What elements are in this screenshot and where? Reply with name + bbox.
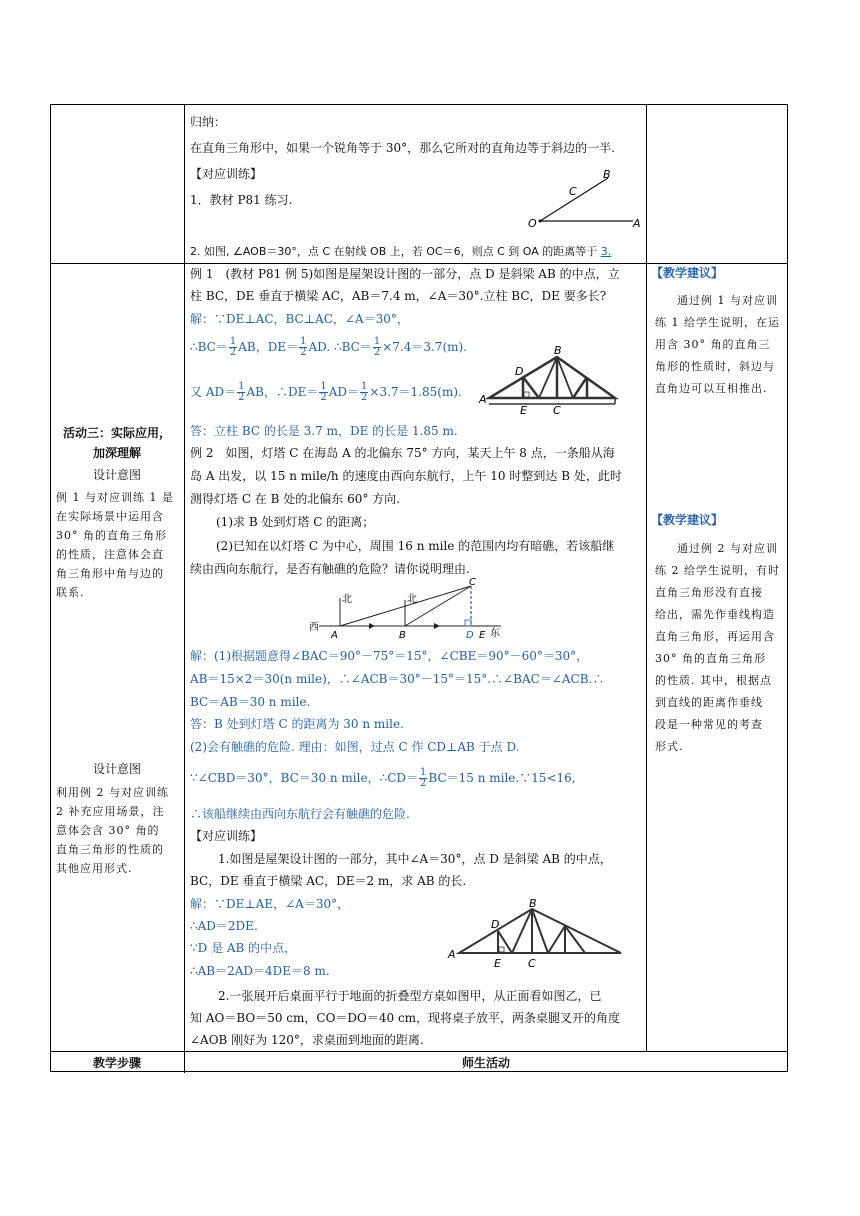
- fig2-label-C: C: [469, 578, 476, 588]
- fig1-label-B: B: [554, 344, 562, 357]
- ex2-sol5: ∵∠CBD＝30°，BC＝30 n mile，∴CD＝ $\frac{1}{2}$ BC＝15 n mile.∵15<16,: [190, 767, 576, 789]
- ex2-line1: 例 2 如图，灯塔 C 在海岛 A 的北偏东 75° 方向，某天上午 8 点，一条船从海: [190, 446, 615, 460]
- tip1-text: 通过例 1 与对应训 练 1 给学生说明，在运 用含 30° 角的直角三 角形的性质时，斜边与 直角边可以互相推出.: [655, 294, 780, 395]
- footer-steps: 教学步骤: [92, 1056, 141, 1070]
- drill2-s1: 解：∵DE⊥AE，∠A＝30°，: [190, 897, 350, 911]
- angle-figure: [520, 168, 645, 230]
- footer-activity: 师生活动: [461, 1056, 510, 1070]
- fig2-label-north1: 北: [342, 594, 352, 605]
- fig-label-O: O: [528, 217, 537, 230]
- footer-divider: [51, 1051, 787, 1052]
- fig3-label-E: E: [494, 957, 501, 969]
- drill2-t1a: 1.如图是屋架设计图的一部分，其中∠A＝30°，点 D 是斜梁 AB 的中点，: [218, 852, 612, 866]
- summary-text: 在直角三角形中，如果一个锐角等于 30°，那么它所对的直角边等于斜边的一半.: [190, 141, 615, 155]
- drill-title: 【对应训练】: [190, 167, 263, 181]
- fig3-label-C: C: [528, 957, 536, 969]
- fig-label-B: B: [603, 168, 611, 181]
- ex1-line2: 柱 BC，DE 垂直于横梁 AC，AB＝7.4 m，∠A＝30°.立柱 BC，DE 要多长?: [190, 289, 607, 303]
- drill2-t2c: ∠AOB 刚好为 120°，求桌面到地面的距离.: [190, 1033, 424, 1047]
- fig3-label-D: D: [491, 918, 500, 931]
- fig3-label-B: B: [529, 897, 537, 910]
- fig2-label-D: D: [466, 630, 474, 640]
- ex2-sol2: AB＝15×2＝30(n mile)，∴∠ACB＝30°－15°＝15°.∴∠BAC＝∠ACB.∴: [190, 672, 605, 686]
- drill-item-2: 2. 如图, ∠AOB＝30°，点 C 在射线 OB 上，若 OC＝6，则点 C 到 OA 的距离等于 3.: [190, 245, 612, 258]
- drill2-t2a: 2.一张展开后桌面平行于地面的折叠型方桌如图甲，从正面看如图乙，已: [218, 989, 602, 1003]
- drill2-t2b: 知 AO＝BO＝50 cm，CO＝DO＝40 cm，现将桌子放平，两条桌腿叉开的角度: [190, 1011, 621, 1025]
- tip2-title: 【教学建议】: [651, 513, 724, 527]
- fig-label-C: C: [569, 185, 577, 198]
- ex2-line3: 测得灯塔 C 在 B 处的北偏东 60° 方向.: [190, 492, 400, 506]
- fig2-label-E: E: [479, 630, 486, 640]
- fig1-label-E: E: [520, 404, 527, 417]
- fig3-label-A: A: [448, 948, 456, 961]
- drill-item-2-answer: 3.: [600, 245, 612, 258]
- ex2-sol1: 解：(1)根据题意得∠BAC＝90°－75°＝15°，∠CBE＝90°－60°＝30°，: [190, 649, 589, 663]
- ex2-line2: 岛 A 出发，以 15 n mile/h 的速度由西向东航行，上午 10 时整到达 B 处，此时: [190, 469, 622, 483]
- intent1-text: 例 1 与对应训练 1 是 在实际场景中运用含 30° 角的直角三角形 的性质，注意体会直 角三角形中角与边的 联系.: [56, 491, 174, 599]
- drill2-s2: ∴AD＝2DE.: [190, 919, 258, 933]
- ex2-q2a: (2)已知在以灯塔 C 为中心，周围 16 n mile 的范围内均有暗礁，若该船继: [216, 539, 615, 553]
- drill2-s4: ∴AB＝2AD＝4DE＝8 m.: [190, 964, 330, 978]
- row-divider: [51, 263, 787, 264]
- lighthouse-figure: [305, 578, 510, 640]
- roof-truss-figure-1: [477, 343, 627, 418]
- tip1-title: 【教学建议】: [651, 266, 724, 280]
- fig1-label-D: D: [515, 365, 524, 378]
- fig2-label-B: B: [399, 630, 406, 640]
- col-divider-left: [184, 105, 185, 1051]
- ex2-answer1: 答：B 处到灯塔 C 的距离为 30 n mile.: [190, 717, 404, 731]
- ex2-q2b: 续由西向东航行，是否有触礁的危险？请你说明理由.: [190, 562, 470, 576]
- ex1-sol3: 又 AD＝ $\frac{1}{2}$ AB，∴DE＝ $\frac{1}{2}$ AD＝ $\frac{1}{2}$ ×3.7＝1.85(m).: [190, 381, 462, 403]
- ex1-answer: 答：立柱 BC 的长是 3.7 m，DE 的长是 1.85 m.: [190, 424, 458, 438]
- fig2-label-east: 东: [490, 628, 500, 639]
- fig2-label-A: A: [331, 630, 338, 640]
- roof-truss-figure-2: [445, 897, 630, 969]
- intent2-text: 利用例 2 与对应训练 2 补充应用场景，注 意体会含 30° 角的 直角三角形的性质的 其他应用形式.: [56, 786, 169, 875]
- ex2-sol4: (2)会有触礁的危险. 理由：如图，过点 C 作 CD⊥AB 于点 D.: [190, 740, 520, 754]
- ex1-sol1: 解：∵DE⊥AC，BC⊥AC，∠A＝30°，: [190, 312, 409, 326]
- intent1-title: 设计意图: [92, 468, 141, 482]
- ex1-sol2: ∴BC＝ $\frac{1}{2}$ AB，DE＝ $\frac{1}{2}$ AD. ∴BC＝ $\frac{1}{2}$ ×7.4＝3.7(m).: [190, 336, 467, 358]
- ex1-line1: 例 1 (教材 P81 例 5)如图是屋架设计图的一部分，点 D 是斜梁 AB 的中点，立: [190, 267, 620, 281]
- intent2-title: 设计意图: [92, 762, 141, 776]
- fig2-label-north2: 北: [407, 594, 417, 605]
- drill2-s3: ∵D 是 AB 的中点，: [190, 941, 297, 955]
- fig2-label-west: 西: [309, 622, 319, 633]
- ex2-sol6: ∴该船继续由西向东航行会有触礁的危险.: [190, 807, 410, 821]
- drill2-title: 【对应训练】: [190, 829, 263, 843]
- ex2-sol3: BC＝AB＝30 n mile.: [190, 695, 311, 709]
- ex2-q1: (1)求 B 处到灯塔 C 的距离；: [216, 515, 375, 529]
- activity-title: 活动三：实际应用， 加深理解: [62, 426, 171, 460]
- drill-item-1: 1．教材 P81 练习.: [190, 193, 293, 207]
- col-divider-right: [646, 105, 647, 1051]
- fig1-label-A: A: [479, 393, 487, 406]
- tip2-text: 通过例 2 与对应训 练 2 给学生说明，有时 直角三角形没有直接 给出，需先作垂线构造 直角三角形，再运用含 30° 角的直角三角形 的性质. 其中，根据点 到直线的距离作垂线 段是一种常见的考查 形式.: [655, 542, 780, 753]
- drill2-t1b: BC，DE 垂直于横梁 AC，DE＝2 m，求 AB 的长.: [190, 874, 467, 888]
- summary-title: 归纳：: [190, 115, 227, 129]
- fig1-label-C: C: [553, 404, 561, 417]
- fig-label-A: A: [633, 217, 641, 230]
